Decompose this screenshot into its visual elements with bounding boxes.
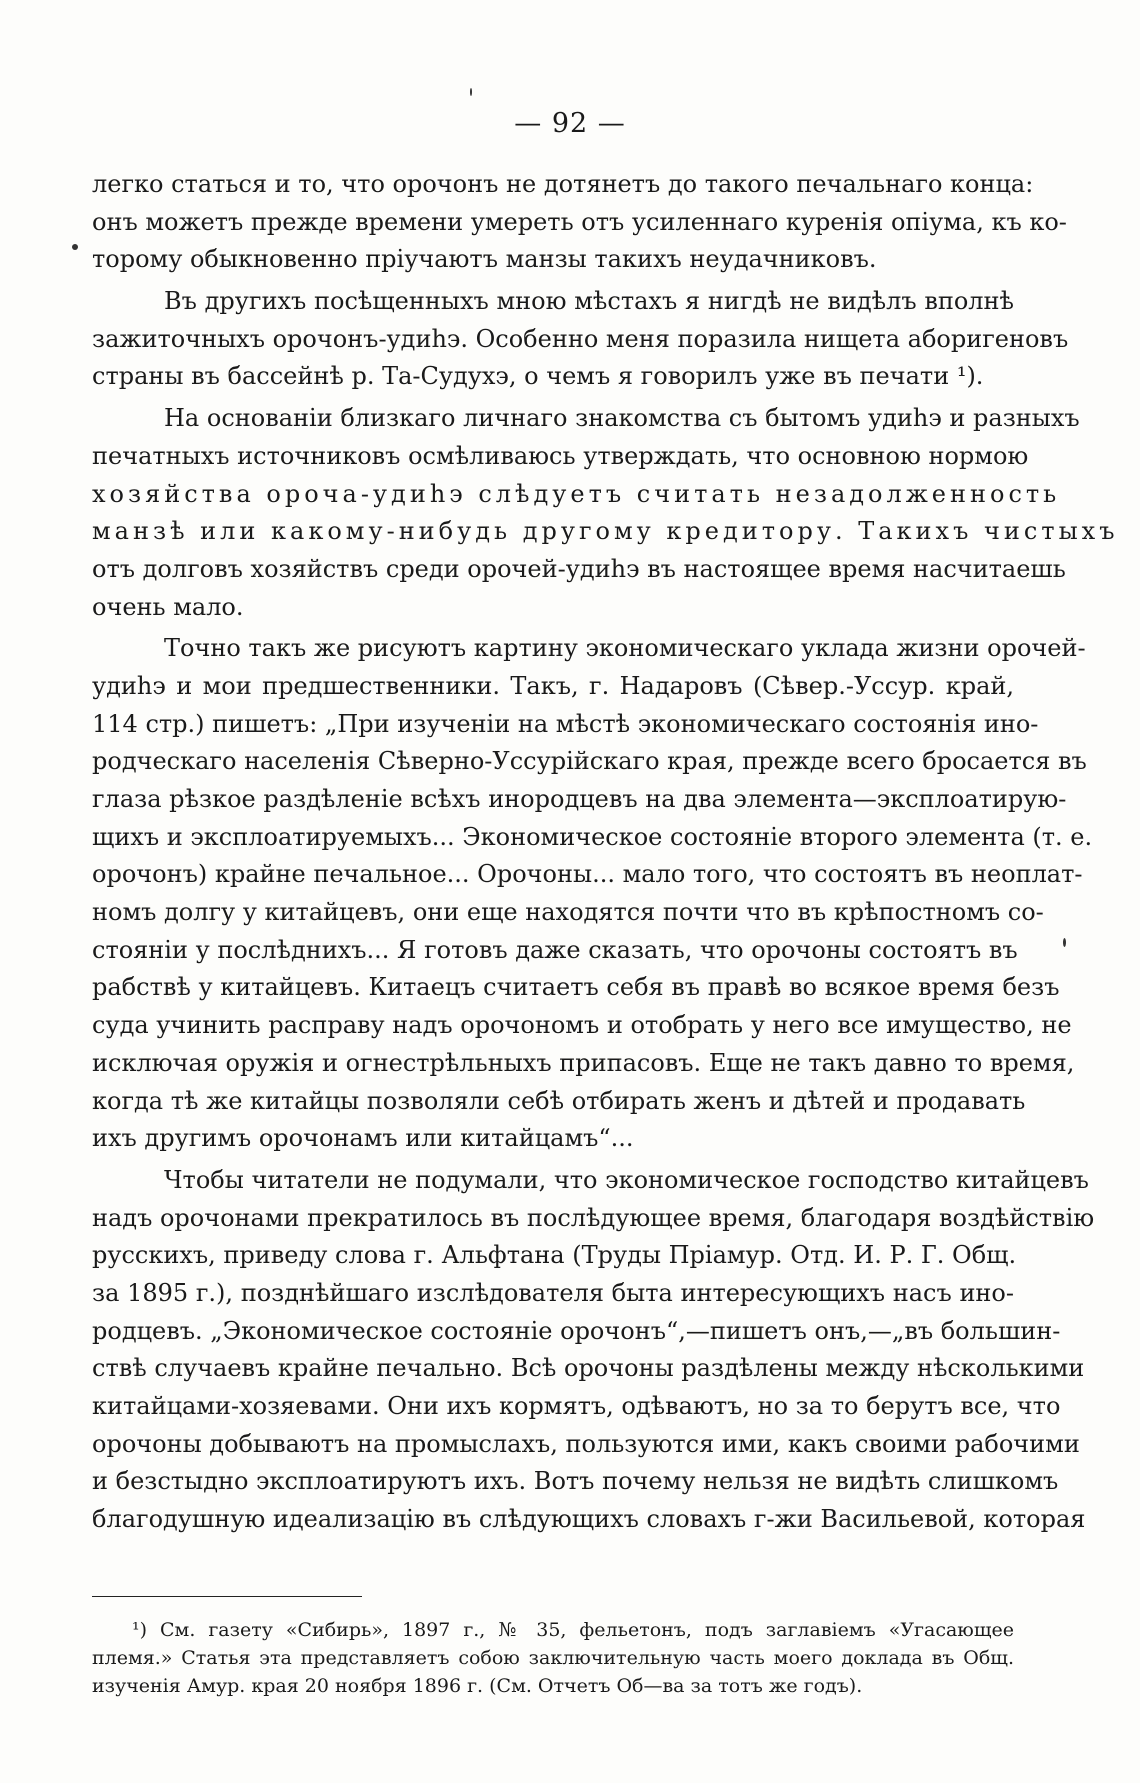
text-line: печатныхъ источниковъ осмѣливаюсь утверждать, что основною нормою bbox=[92, 441, 1029, 470]
text-line: страны въ бассейнѣ р. Та-Судухэ, о чемъ я говорилъ уже въ печати ¹). bbox=[92, 362, 984, 391]
scan-speck bbox=[72, 244, 78, 250]
text-line: надъ орочонами прекратилось въ послѣдующее время, благодаря воздѣйствію bbox=[92, 1203, 1095, 1232]
text-line: онъ можетъ прежде времени умереть отъ усиленнаго куренія опіума, къ ко- bbox=[92, 207, 1067, 236]
text-line: 114 стр.) пишетъ: „При изученіи на мѣстѣ экономическаго состоянія ино- bbox=[92, 709, 1039, 738]
text-line: Въ другихъ посѣщенныхъ мною мѣстахъ я нигдѣ не видѣлъ вполнѣ bbox=[164, 287, 1014, 316]
text-line: и безстыдно эксплоатируютъ ихъ. Вотъ почему нельзя не видѣть слишкомъ bbox=[92, 1467, 1059, 1496]
text-line: глаза рѣзкое раздѣленіе всѣхъ инородцевъ на два элемента—эксплоатирую- bbox=[92, 785, 1067, 813]
text-line: легко статься и то, что орочонъ не дотянетъ до такого печальнаго конца: bbox=[92, 170, 1034, 198]
text-line: за 1895 г.), позднѣйшаго изслѣдователя быта интересующихъ насъ ино- bbox=[92, 1278, 1014, 1307]
text-line: Чтобы читатели не подумали, что экономическое господство китайцевъ bbox=[164, 1165, 1089, 1194]
text-line: торому обыкновенно пріучаютъ манзы такихъ неудачниковъ. bbox=[92, 245, 877, 274]
text-line: исключая оружія и огнестрѣльныхъ припасовъ. Еще не такъ давно то время, bbox=[92, 1048, 1075, 1077]
footnote-line: племя.» Статья эта представляетъ собою заключительную часть моего доклада въ Общ. bbox=[92, 1647, 1014, 1669]
scan-speck bbox=[470, 88, 472, 96]
text-line: рабствѣ у китайцевъ. Китаецъ считаетъ себя въ правѣ во всякое время безъ bbox=[92, 973, 1060, 1002]
text-line: стояніи у послѣднихъ... Я готовъ даже сказать, что орочоны состоятъ въ bbox=[92, 935, 1018, 964]
paragraph bbox=[92, 283, 1069, 396]
text-line: очень мало. bbox=[92, 592, 244, 621]
paragraph bbox=[92, 630, 1093, 1158]
text-line: благодушную идеализацію въ слѣдующихъ словахъ г-жи Васильевой, которая bbox=[92, 1505, 1086, 1534]
text-line: удиһэ и мои предшественники. Такъ, г. Надаровъ (Сѣвер.-Уссур. край, bbox=[92, 671, 1014, 700]
body-text bbox=[92, 166, 1119, 1539]
text-line: зажиточныхъ орочонъ-удиһэ. Особенно меня поразила нищета аборигеновъ bbox=[92, 324, 1069, 353]
text-line: орочоны добываютъ на промыслахъ, пользуются ими, какъ своими рабочими bbox=[92, 1429, 1080, 1458]
text-line: ихъ другимъ орочонамъ или китайцамъ“... bbox=[92, 1124, 634, 1153]
scan-speck bbox=[1063, 938, 1066, 947]
paragraph bbox=[92, 1162, 1095, 1539]
paragraph bbox=[92, 166, 1067, 279]
text-line: русскихъ, приведу слова г. Альфтана (Труды Пріамур. Отд. И. Р. Г. Общ. bbox=[92, 1241, 1017, 1270]
text-line: Точно такъ же рисуютъ картину экономическаго уклада жизни орочей- bbox=[164, 634, 1086, 663]
text-line: номъ долгу у китайцевъ, они еще находятся почти что въ крѣпостномъ со- bbox=[92, 898, 1044, 927]
text-line-emphasis: манзѣ или какому-нибудь другому кредитору. Такихъ чистыхъ bbox=[92, 517, 1119, 546]
text-line: На основаніи близкаго личнаго знакомства съ бытомъ удиһэ и разныхъ bbox=[164, 404, 1080, 433]
footnote-divider bbox=[92, 1596, 362, 1597]
text-line: китайцами-хозяевами. Они ихъ кормятъ, одѣваютъ, но за то берутъ все, что bbox=[92, 1392, 1061, 1420]
footnote-line: изученія Амур. края 20 ноября 1896 г. (См. Отчетъ Об—ва за тотъ же годъ). bbox=[92, 1675, 863, 1697]
text-line: родческаго населенія Сѣверно-Уссурійскаго края, прежде всего бросается въ bbox=[92, 747, 1087, 776]
page-number: — 92 — bbox=[514, 108, 626, 139]
text-line: щихъ и эксплоатируемыхъ... Экономическое состояніе второго элемента (т. е. bbox=[92, 822, 1093, 851]
footnote-line: ¹) См. газету «Сибирь», 1897 г., № 35, фельетонъ, подъ заглавіемъ «Угасающее bbox=[132, 1619, 1014, 1641]
text-line: орочонъ) крайне печальное... Орочоны... мало того, что состоятъ въ неоплат- bbox=[92, 860, 1083, 889]
text-line: суда учинить расправу надъ орочономъ и отобрать у него все имущество, не bbox=[92, 1011, 1072, 1040]
paragraph bbox=[92, 400, 1119, 626]
text-line: когда тѣ же китайцы позволяли себѣ отбирать женъ и дѣтей и продавать bbox=[92, 1086, 1026, 1115]
text-line-emphasis: хозяйства ороча-удиһэ слѣдуетъ считать незадолженность bbox=[92, 479, 1061, 508]
text-line: отъ долговъ хозяйствъ среди орочей-удиһэ въ настоящее время насчитаешь bbox=[92, 554, 1066, 583]
text-line: ствѣ случаевъ крайне печально. Всѣ орочоны раздѣлены между нѣсколькими bbox=[92, 1354, 1085, 1383]
footnote bbox=[92, 1616, 1014, 1700]
text-line: родцевъ. „Экономическое состояніе орочонъ“,—пишетъ онъ,—„въ большин- bbox=[92, 1316, 1061, 1345]
